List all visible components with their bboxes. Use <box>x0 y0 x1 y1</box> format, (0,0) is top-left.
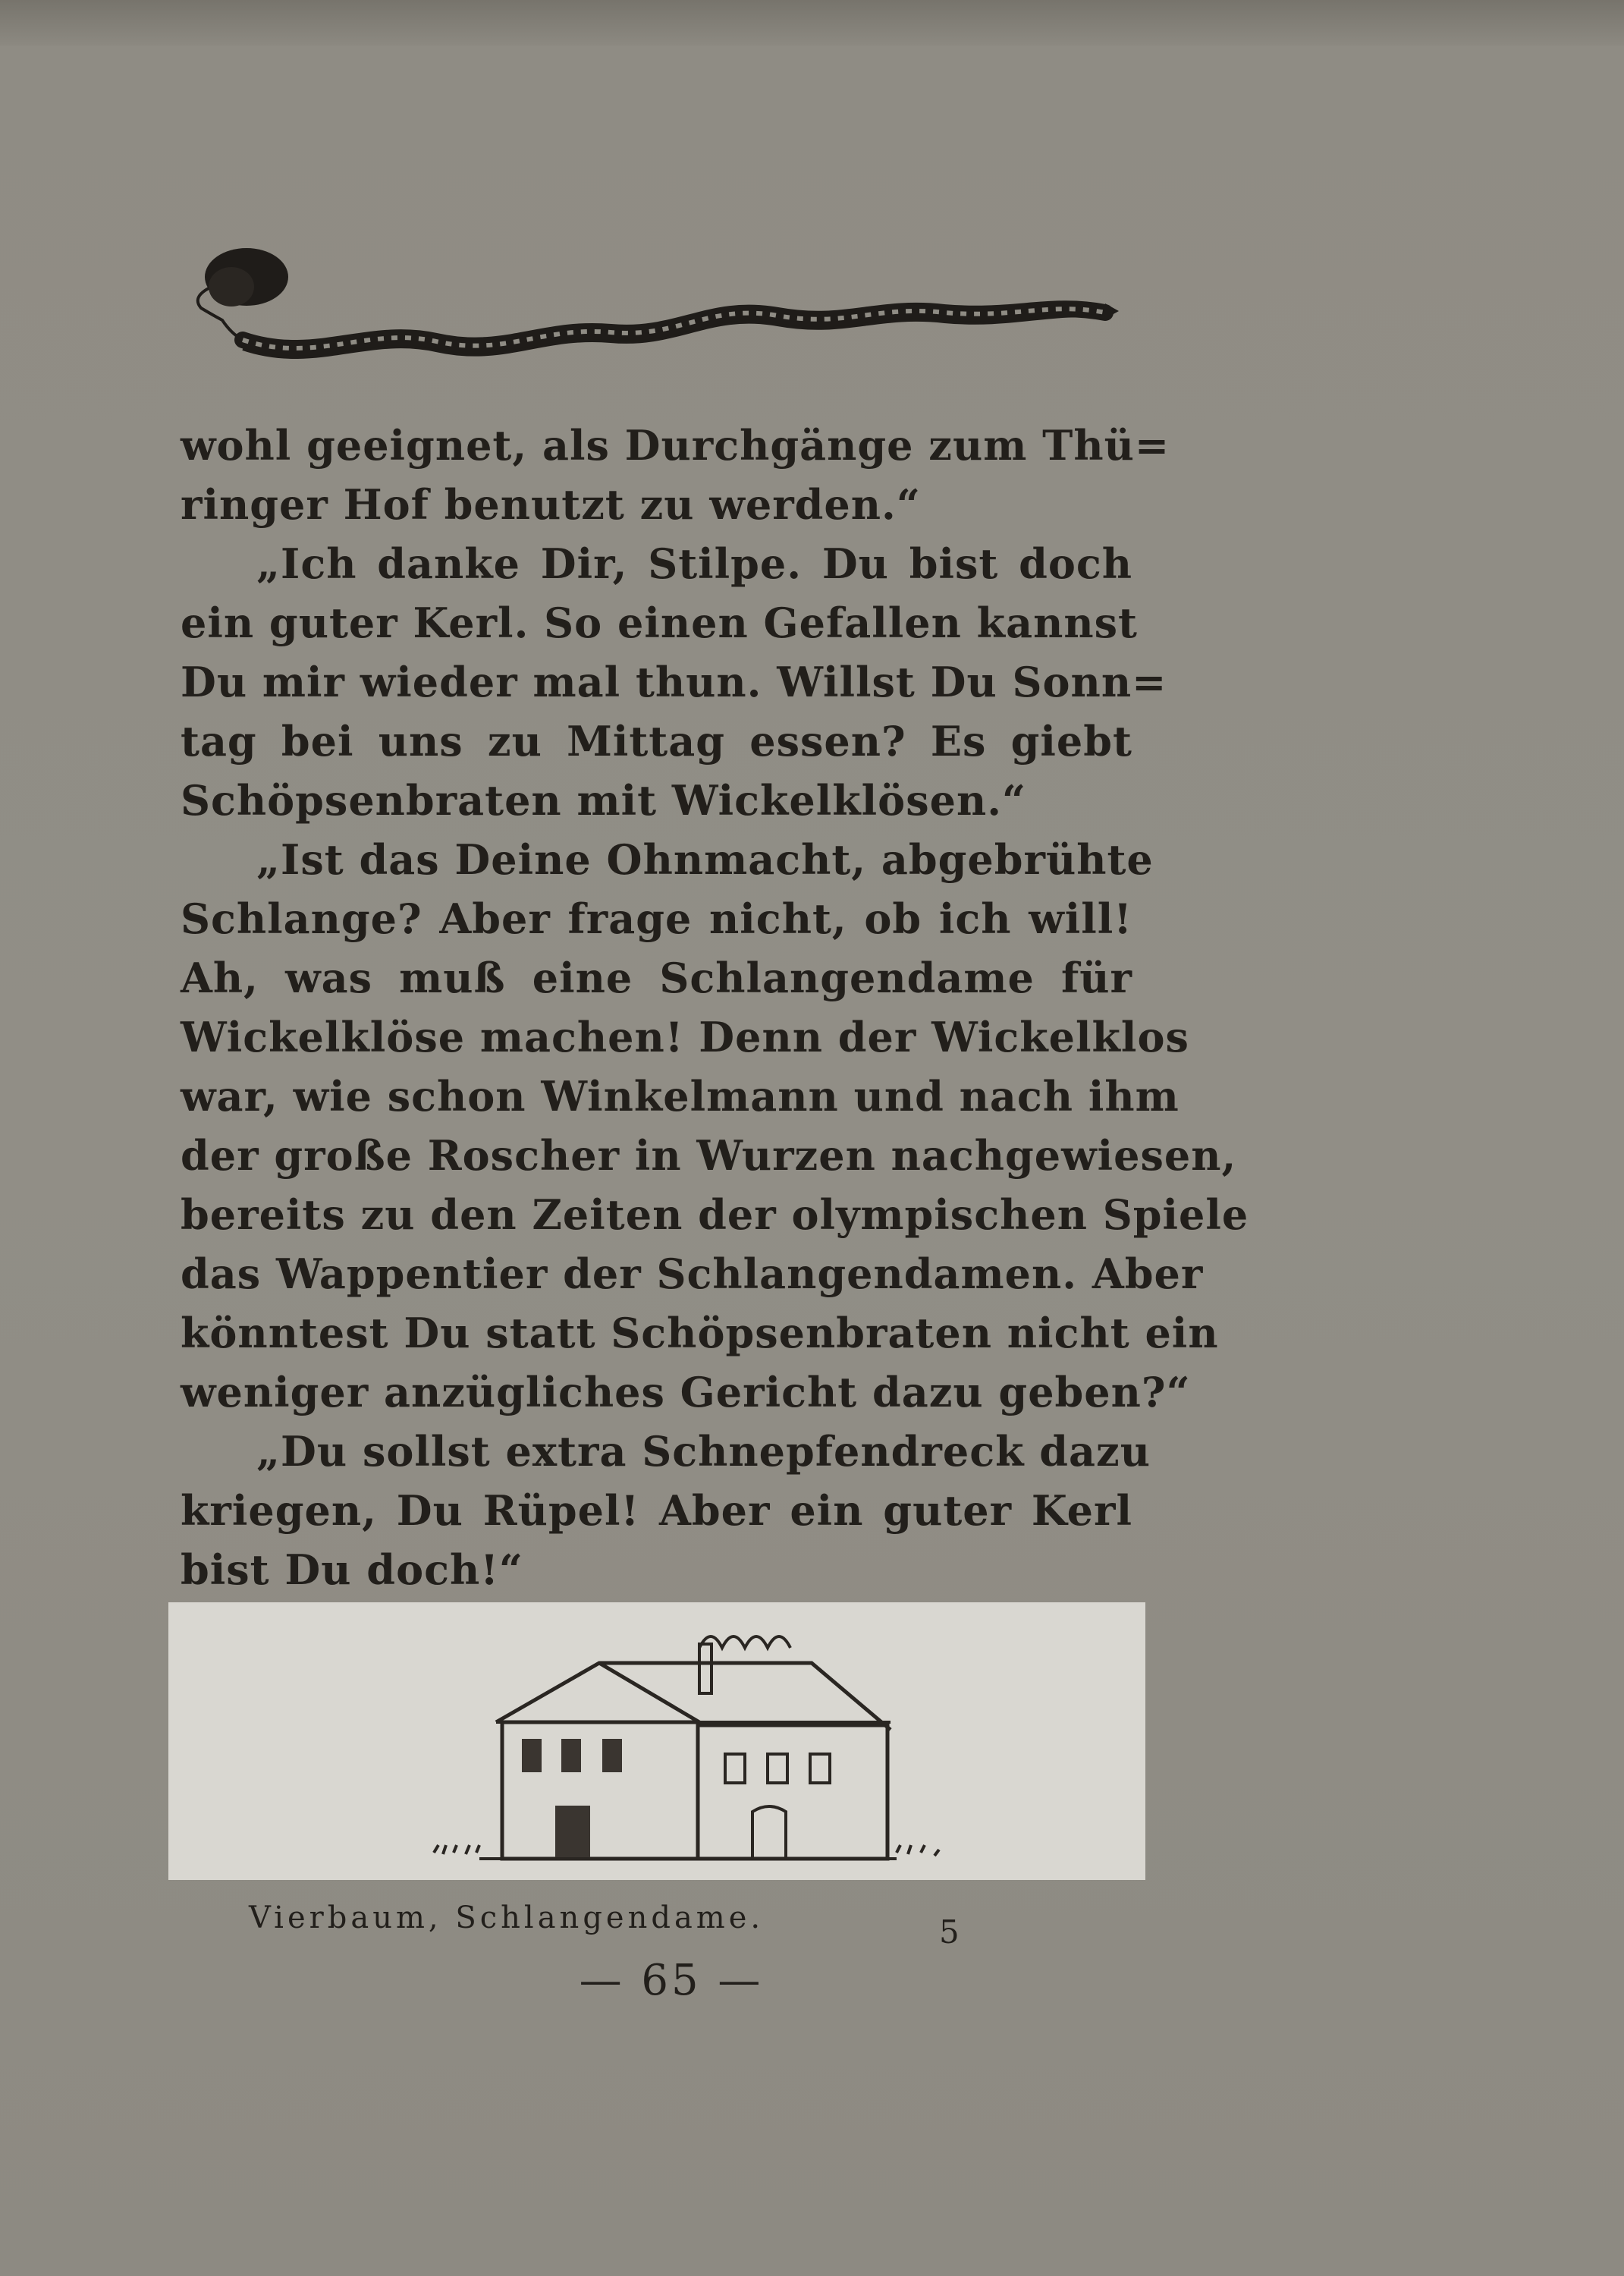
text-line: „Du sollst extra Schnepfendreck dazu <box>256 1427 1151 1476</box>
text-line: Ah, was muß eine Schlangendame für <box>181 954 1132 1002</box>
body-text <box>181 416 1249 1599</box>
page-top-edge <box>0 0 1624 46</box>
page-number: — 65 — <box>579 1956 764 2005</box>
text-line: kriegen, Du Rüpel! Aber ein guter Kerl <box>181 1486 1132 1535</box>
text-line: bist Du doch!“ <box>181 1545 523 1594</box>
text-line: „Ich danke Dir, Stilpe. Du bist doch <box>256 539 1132 588</box>
text-line: könntest Du statt Schöpsenbraten nicht ein <box>181 1309 1219 1357</box>
text-line: tag bei uns zu Mittag essen? Es giebt <box>181 717 1132 765</box>
text-line: Schöpsenbraten mit Wickelklösen.“ <box>181 776 1027 825</box>
text-line: Du mir wieder mal thun. Willst Du Sonn= <box>181 658 1167 706</box>
text-line: weniger anzügliches Gericht dazu geben?“ <box>181 1368 1191 1416</box>
text-line: ringer Hof benutzt zu werden.“ <box>181 480 921 529</box>
text-line: der große Roscher in Wurzen nachgewiesen, <box>181 1131 1237 1180</box>
house-icon <box>168 1602 1145 1880</box>
text-line: ein guter Kerl. So einen Gefallen kannst <box>181 599 1138 647</box>
house-illustration <box>168 1602 1145 1880</box>
text-line: war, wie schon Winkelmann und nach ihm <box>181 1072 1180 1121</box>
text-line: bereits zu den Zeiten der olympischen Spiele <box>181 1190 1249 1239</box>
text-line: Schlange? Aber frage nicht, ob ich will! <box>181 894 1132 943</box>
text-line: das Wappentier der Schlangendamen. Aber <box>181 1250 1204 1298</box>
footer-signature: Vierbaum, Schlangendame. <box>249 1900 765 1935</box>
snake-ornament-icon <box>178 243 1115 372</box>
signature-mark: 5 <box>939 1913 960 1951</box>
text-line: „Ist das Deine Ohnmacht, abgebrühte <box>256 835 1154 884</box>
text-line: Wickelklöse machen! Denn der Wickelklos <box>181 1013 1189 1061</box>
text-line: wohl geeignet, als Durchgänge zum Thü= <box>181 421 1170 470</box>
